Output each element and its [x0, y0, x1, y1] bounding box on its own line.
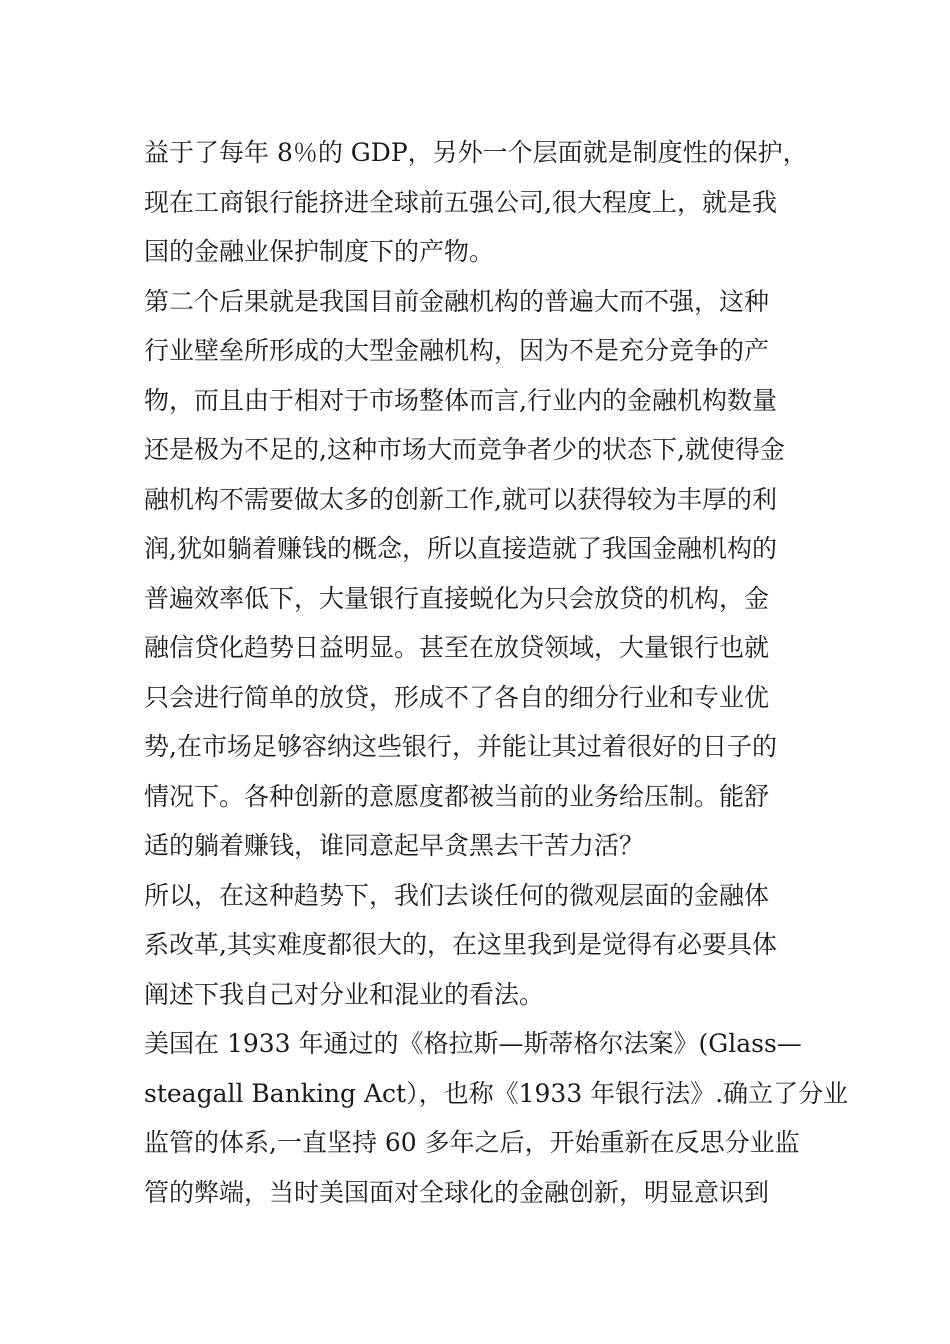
body-text [144, 128, 849, 1217]
text-line-2: 现在工商银行能挤进全球前五强公司,很大程度上，就是我 [144, 187, 777, 217]
text-line-12: 只会进行简单的放贷，形成不了各自的细分行业和专业优 [144, 682, 770, 712]
text-line-13: 势,在市场足够容纳这些银行，并能让其过着很好的日子的 [144, 732, 777, 761]
text-line-15: 适的躺着赚钱，谁同意起早贪黑去干苦力活？ [144, 831, 645, 860]
text-line-14: 情况下。各种创新的意愿度都被当前的业务给压制。能舒 [144, 781, 770, 811]
text-line-8: 融机构不需要做太多的创新工作,就可以获得较为丰厚的利 [144, 484, 777, 514]
text-line-9: 润,犹如躺着赚钱的概念，所以直接造就了我国金融机构的 [144, 534, 777, 563]
text-line-18: 阐述下我自己对分业和混业的看法。 [144, 979, 545, 1009]
text-line-6: 物，而且由于相对于市场整体而言,行业内的金融机构数量 [144, 385, 777, 415]
text-line-5: 行业壁垒所形成的大型金融机构，因为不是充分竞争的产 [144, 336, 770, 365]
text-line-4: 第二个后果就是我国目前金融机构的普遍大而不强，这种 [144, 286, 770, 316]
text-line-16: 所以，在这种趋势下，我们去谈任何的微观层面的金融体 [144, 880, 770, 910]
text-line-21: 监管的体系,一直坚持 60 多年之后，开始重新在反思分业监 [144, 1128, 800, 1157]
text-line-10: 普遍效率低下，大量银行直接蜕化为只会放贷的机构，金 [144, 583, 770, 613]
text-line-7: 还是极为不足的,这种市场大而竞争者少的状态下,就使得金 [144, 435, 785, 464]
text-line-11: 融信贷化趋势日益明显。甚至在放贷领域，大量银行也就 [144, 633, 770, 662]
text-line-3: 国的金融业保护制度下的产物。 [144, 237, 495, 266]
text-line-17: 系改革,其实难度都很大的，在这里我到是觉得有必要具体 [144, 930, 777, 959]
text-line-20: steagall Banking Act），也称《1933 年银行法》.确立了分业 [144, 1078, 849, 1108]
text-line-1: 益于了每年 8％的 GDP，另外一个层面就是制度性的保护， [144, 138, 808, 167]
text-line-19: 美国在 1933 年通过的《格拉斯—斯蒂格尔法案》(Glass— [144, 1029, 802, 1058]
text-line-22: 管的弊端，当时美国面对全球化的金融创新，明显意识到 [144, 1177, 770, 1207]
